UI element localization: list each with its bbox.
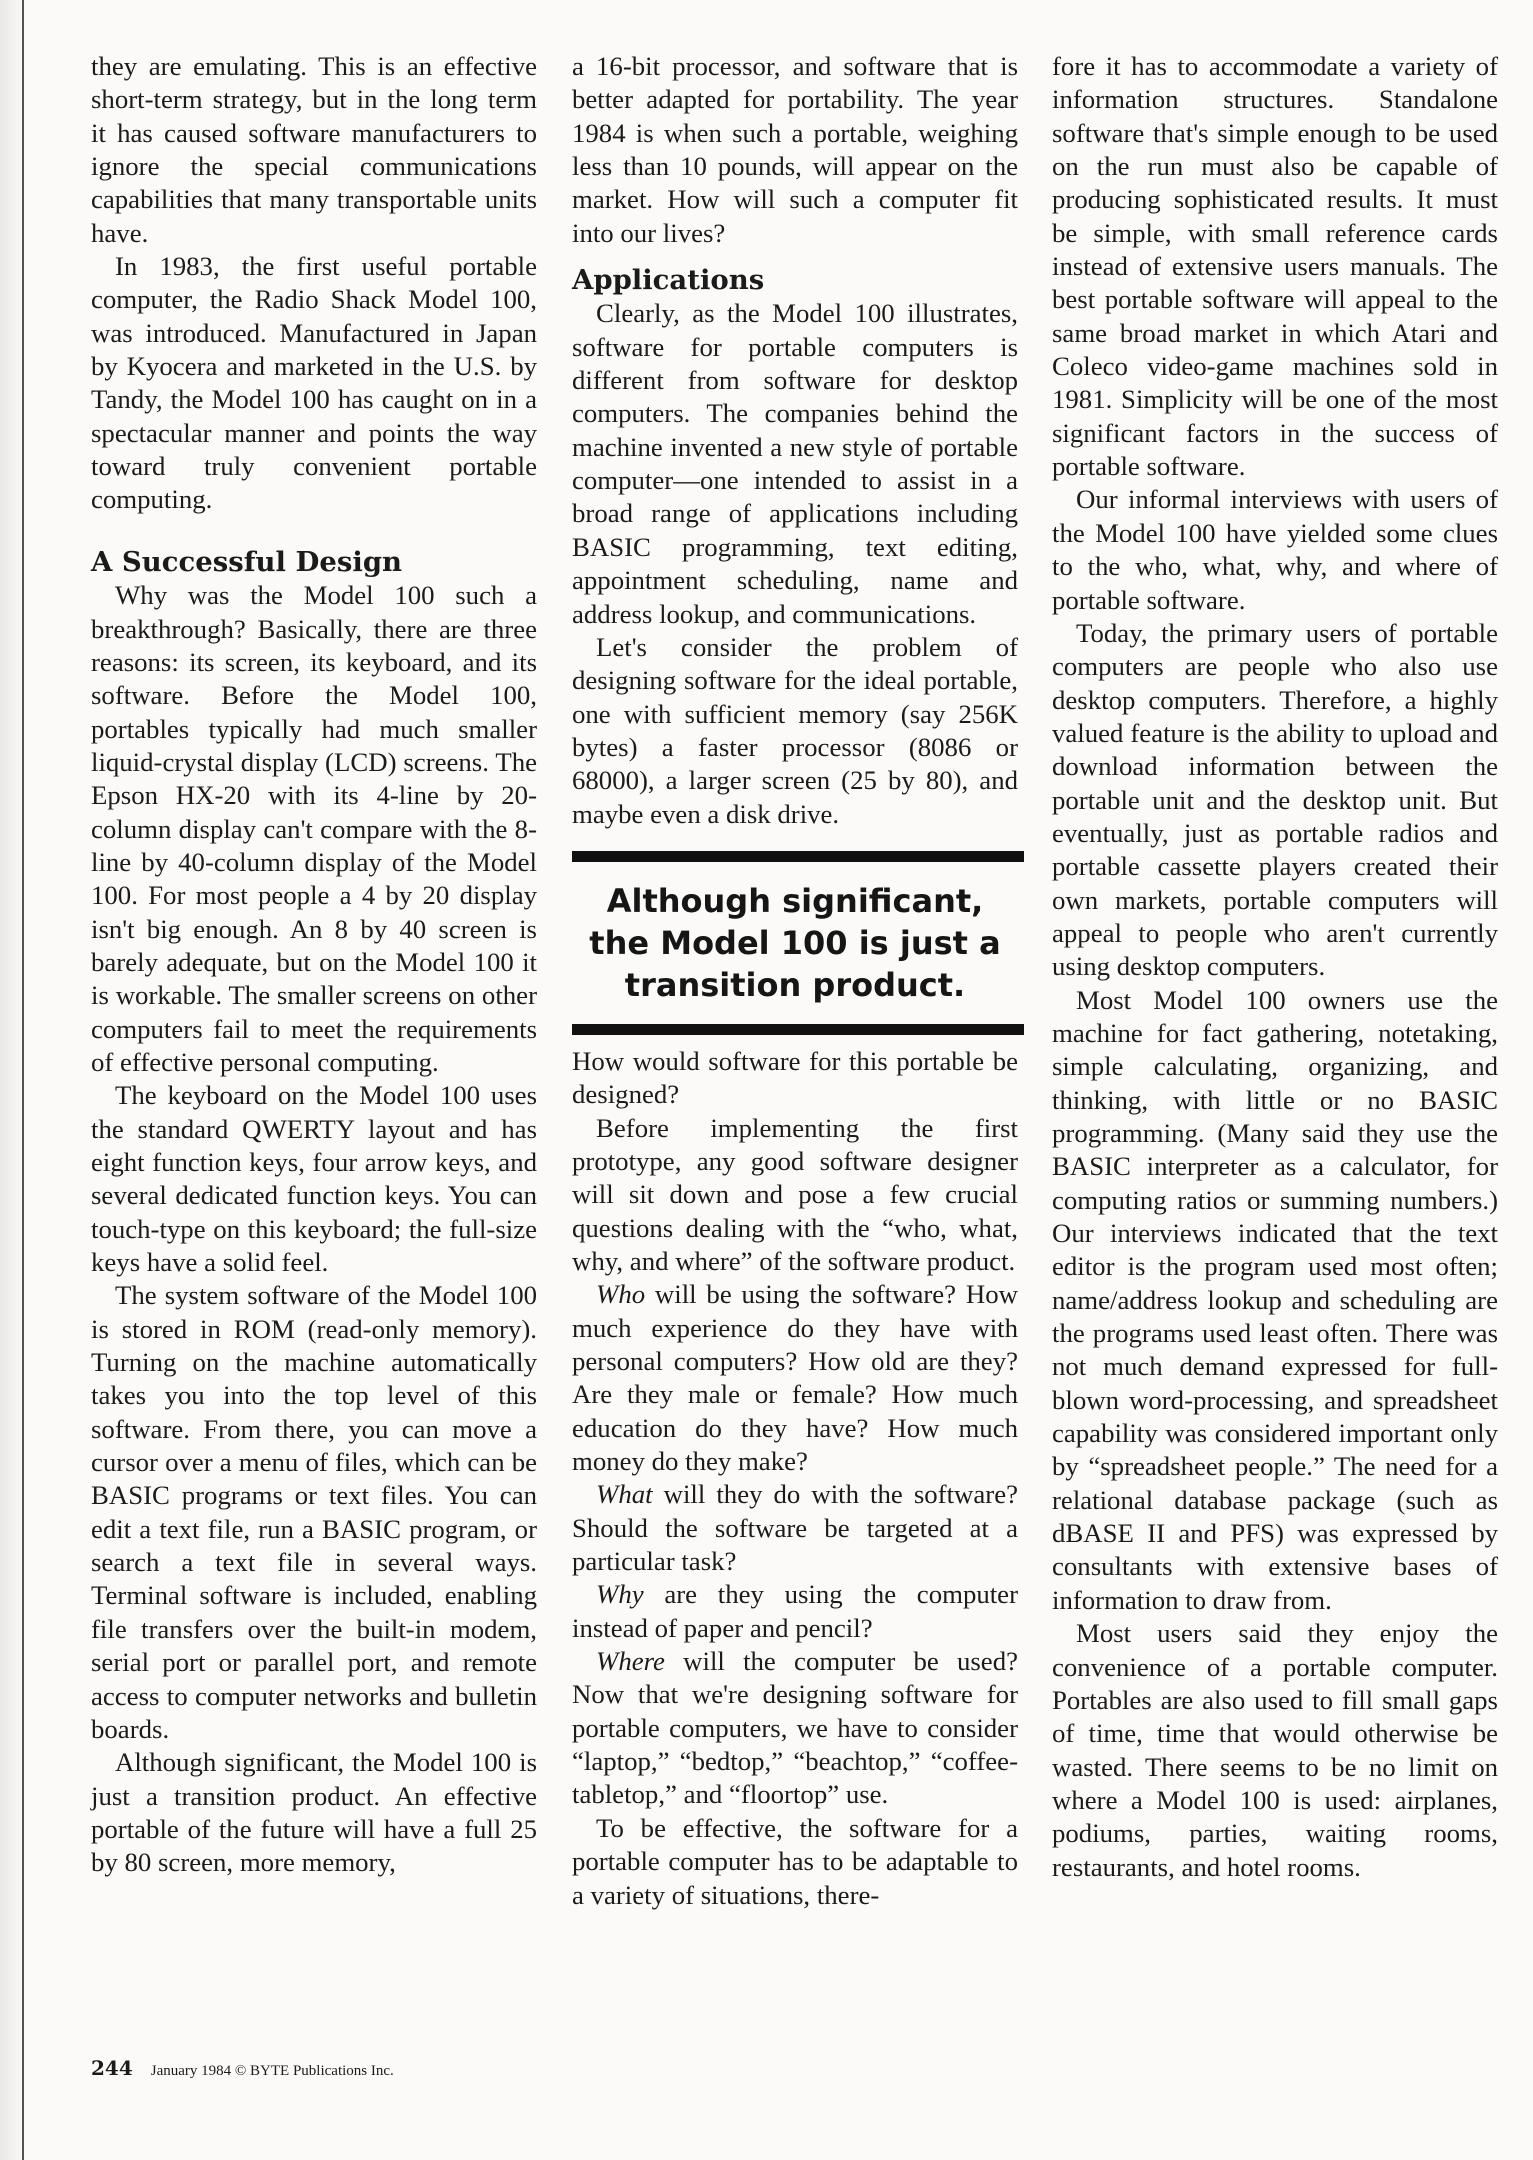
- paragraph: they are emulating. This is an effective short-term strategy, but in the long term it has caused software manufacturers to ignore the special communications capabilities that many transportable units have.: [91, 51, 537, 248]
- paragraph: fore it has to accommodate a variety of information structures. Standalone software that's simple enough to be used on the run must also be capable of producing sophisticated results. It must be simple, with small reference cards instead of extensive users manuals. The best portable software will appeal to the same broad market in which Atari and Coleco video-game machines sold in 1981. Simplicity will be one of the most significant factors in the success of portable software.: [1052, 51, 1498, 482]
- paragraph-body: are they using the computer instead of paper and pencil?: [572, 1579, 1018, 1643]
- column-2: [572, 50, 1018, 1912]
- paragraph: Let's consider the problem of designing software for the ideal portable, one with sufficient memory (say 256K bytes) a faster processor (8086 or 68000), a larger screen (25 by 80), and maybe even a disk drive.: [572, 631, 1018, 829]
- paragraph: The keyboard on the Model 100 uses the standard QWERTY layout and has eight function keys, four arrow keys, and several dedicated function keys. You can touch-type on this keyboard; the full-size keys have a solid feel.: [91, 1080, 537, 1278]
- paragraph: Most Model 100 owners use the machine for fact gathering, notetaking, simple calculating, organizing, and thinking, with little or no BASIC programming. (Many said they use the BASIC interpreter as a calculator, for computing ratios or summing numbers.) Our interviews indicated that the text editor is the program used most often; name/address lookup and scheduling are the programs used least often. There was not much demand expressed for full-blown word-processing, and spreadsheet capability was considered important only by “spreadsheet people.” The need for a relational database package (such as dBASE II and PFS) was expressed by consultants with extensive bases of information to draw from.: [1052, 984, 1498, 1615]
- paragraph: The system software of the Model 100 is stored in ROM (read-only memory). Turning on the machine automatically takes you into the top level of this software. From there, you can move a cursor over a menu of files, which can be BASIC programs or text files. You can edit a text file, run a BASIC program, or search a text file in several ways. Terminal software is included, enabling file transfers over the built-in modem, serial port or parallel port, and remote access to computer networks and bulletin boards.: [91, 1280, 537, 1744]
- page-footer: [91, 2056, 394, 2080]
- page-edge-line: [22, 0, 24, 2160]
- italic-lead: Why: [596, 1579, 644, 1610]
- pull-quote: [572, 851, 1018, 1035]
- column-1: [91, 50, 537, 1880]
- paragraph: Although significant, the Model 100 is just a transition product. An effective portable of the future will have a full 25 by 80 screen, more memory,: [91, 1747, 537, 1878]
- paragraph-body: will they do with the software? Should the software be targeted at a particular task?: [572, 1479, 1018, 1577]
- paragraph: [572, 1478, 1018, 1578]
- paragraph: Most users said they enjoy the convenience of a portable computer. Portables are also used to fill small gaps of time, time that would otherwise be wasted. There seems to be no limit on where a Model 100 is used: airplanes, podiums, parties, waiting rooms, restaurants, and hotel rooms.: [1052, 1618, 1498, 1882]
- paragraph: Before implementing the first prototype, any good software designer will sit down and pose a few crucial questions dealing with the “who, what, why, and where” of the software product.: [572, 1112, 1018, 1276]
- pull-quote-rule-bottom: [572, 1024, 1024, 1035]
- paragraph: Today, the primary users of portable computers are people who also use desktop computers. Therefore, a highly valued feature is the ability to upload and download information between the portable unit and the desktop unit. But eventually, just as portable radios and portable cassette players created their own markets, portable computers will appeal to people who aren't currently using desktop computers.: [1052, 617, 1498, 982]
- page-number: 244: [91, 2056, 133, 2080]
- section-heading: Applications: [572, 264, 765, 297]
- paragraph: Why was the Model 100 such a breakthrough? Basically, there are three reasons: its screen, its keyboard, and its software. Before the Model 100, portables typically had much smaller liquid-crystal display (LCD) screens. The Epson HX-20 with its 4-line by 20-column display can't compare with the 8-line by 40-column display of the Model 100. For most people a 4 by 20 display isn't big enough. An 8 by 40 screen is barely adequate, but on the Model 100 it is workable. The smaller screens on other computers fail to meet the requirements of effective personal computing.: [91, 580, 537, 1077]
- italic-lead: Where: [596, 1646, 665, 1677]
- paragraph: [572, 1578, 1018, 1645]
- paragraph: [572, 1645, 1018, 1812]
- paragraph: How would software for this portable be designed?: [572, 1045, 1018, 1110]
- paragraph: Our informal interviews with users of the Model 100 have yielded some clues to the who, what, why, and where of portable software.: [1052, 484, 1498, 615]
- pull-quote-rule-top: [572, 851, 1024, 862]
- pull-quote-text: Although significant, the Model 100 is just a transition product.: [589, 881, 1001, 1004]
- paragraph-body: will be using the software? How much experience do they have with personal computers? How old are they? Are they male or female? How much education do they have? How much money do they make?: [572, 1279, 1018, 1477]
- publication-credit: January 1984 © BYTE Publications Inc.: [150, 2063, 394, 2079]
- italic-lead: Who: [596, 1279, 646, 1310]
- paragraph: To be effective, the software for a portable computer has to be adaptable to a variety of situations, there-: [572, 1812, 1018, 1910]
- column-3: [1052, 50, 1498, 1884]
- paragraph: Clearly, as the Model 100 illustrates, software for portable computers is different from software for desktop computers. The companies behind the machine invented a new style of portable computer—one intended to assist in a broad range of applications including BASIC programming, text editing, appointment scheduling, name and address lookup, and communications.: [572, 298, 1018, 629]
- paragraph: [572, 1278, 1018, 1478]
- paragraph-body: will the computer be used? Now that we're designing software for portable computers, we have to consider “laptop,” “bedtop,” “beachtop,” “coffee-tabletop,” and “floortop” use.: [572, 1646, 1018, 1810]
- section-heading: A Successful Design: [91, 545, 403, 578]
- paragraph: a 16-bit processor, and software that is better adapted for portability. The year 1984 is when such a portable, weighing less than 10 pounds, will appear on the market. How will such a computer fit into our lives?: [572, 51, 1018, 248]
- paragraph: In 1983, the first useful portable computer, the Radio Shack Model 100, was introduced. Manufactured in Japan by Kyocera and marketed in the U.S. by Tandy, the Model 100 has caught on in a spectacular manner and points the way toward truly convenient portable computing.: [91, 251, 537, 515]
- italic-lead: What: [596, 1479, 653, 1510]
